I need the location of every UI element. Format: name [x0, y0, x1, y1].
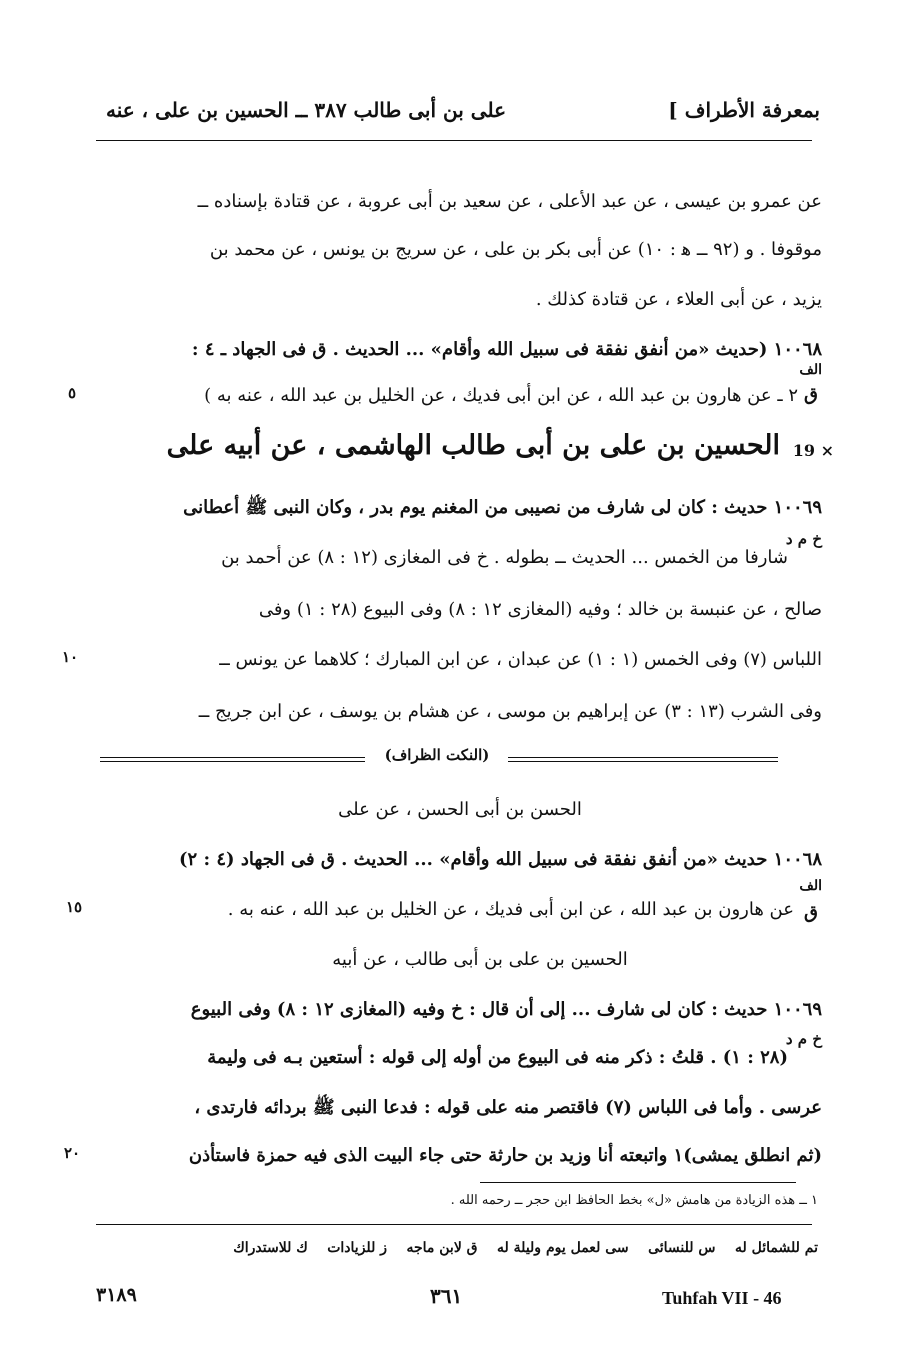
divider-rule — [100, 761, 365, 762]
entry-10069-line: ١٠٠٦٩ حديث : كان لى شارف من نصيبى من المغنم يوم بدر ، وكان النبى ﷺ أعطانى — [183, 497, 822, 518]
section-number: 19 × — [792, 441, 834, 460]
divider-rule — [508, 757, 778, 758]
footnote: ١ ــ هذه الزيادة من هامش «ل» بخط الحافظ ابن حجر ــ رحمه الله . — [450, 1193, 818, 1208]
entry-10069-line: صالح ، عن عنبسة بن خالد ؛ وفيه (المغازى ١٢ : ٨) وفى البيوع (٢٨ : ١) وفى — [258, 599, 822, 620]
running-header-right: بمعرفة الأطراف ] — [668, 98, 820, 122]
page-number: ٣٦١ — [430, 1284, 463, 1308]
header-rule — [96, 140, 812, 141]
line-number: ١٥ — [66, 898, 83, 916]
sigla-rule — [96, 1224, 812, 1225]
entry-10069-line: وفى الشرب (١٣ : ٣) عن إبراهيم بن موسى ، عن هشام بن يوسف ، عن ابن جريج ــ — [198, 701, 822, 722]
text-line: يزيد ، عن أبى العلاء ، عن قتادة كذلك . — [535, 289, 822, 310]
line-number: ٥ — [68, 384, 77, 402]
nukat-heading: الحسين بن على بن أبى طالب ، عن أبيه — [332, 949, 628, 970]
margin-siglum: الف — [799, 362, 822, 378]
entry-10068-line: ٢ ـ عن هارون بن عبد الله ، عن ابن أبى فديك ، عن الخليل بن عبد الله ، عنه به ) — [204, 385, 798, 406]
entry-10069-line: اللباس (٧) وفى الخمس (١ : ١) عن عبدان ، عن ابن المبارك ؛ كلاهما عن يونس ــ — [219, 649, 822, 670]
nukat-10069-line: ١٠٠٦٩ حديث : كان لى شارف ... إلى أن قال : خ وفيه (المغازى ١٢ : ٨) وفى البيوع — [190, 999, 822, 1020]
running-header-center: على بن أبى طالب ٣٨٧ ــ الحسين بن على ، عنه — [106, 98, 506, 122]
nukat-10068-line: عن هارون بن عبد الله ، عن ابن أبى فديك ، عن الخليل بن عبد الله ، عنه به . — [227, 899, 794, 920]
line-number: ٢٠ — [64, 1144, 81, 1162]
divider-rule — [100, 757, 365, 758]
entry-10069-line: شارفا من الخمس ... الحديث ــ بطوله . خ فى المغازى (١٢ : ٨) عن أحمد بن — [221, 547, 788, 568]
section-heading: الحسين بن على بن أبى طالب الهاشمى ، عن أبيه على — [166, 430, 780, 461]
footer-tuhfah: Tuhfah VII - 46 — [662, 1288, 782, 1308]
margin-siglum: ق — [804, 902, 818, 923]
sigla-bar: تم للشمائل له س للنسائى سى لعمل يوم وليلة له ق لابن ماجه ز للزيادات ك للاستدراك — [233, 1240, 818, 1256]
nukat-10068-line: ١٠٠٦٨ حديث «من أنفق نفقة فى سبيل الله وأقام» ... الحديث . ق فى الجهاد (٤ : ٢) — [178, 849, 822, 870]
text-line: موقوفا . و (٩٢ ــ ﻫ : ١٠) عن أبى بكر بن على ، عن سريج بن يونس ، عن محمد بن — [209, 239, 822, 260]
margin-siglum: الف — [799, 878, 822, 894]
nukat-10069-line: عرسى . وأما فى اللباس (٧) فاقتصر منه على قوله : فدعا النبى ﷺ بردائه فارتدى ، — [194, 1097, 822, 1118]
margin-siglum: ق — [804, 384, 818, 405]
margin-siglum: خ م د — [785, 1030, 822, 1048]
divider-rule — [508, 761, 778, 762]
text-line: عن عمرو بن عيسى ، عن عبد الأعلى ، عن سعيد بن أبى عروبة ، عن قتادة بإسناده ــ — [197, 191, 822, 212]
nukat-10069-line: (ثم انطلق يمشى)١ واتبعته أنا وزيد بن حارثة حتى جاء البيت الذى فيه حمزة فاستأذن — [188, 1145, 822, 1166]
footer-number: ٣١٨٩ — [96, 1284, 137, 1306]
nukat-10069-line: (٢٨ : ١) . قلتُ : ذكر منه فى البيوع من أوله إلى قوله : أستعين بـه فى وليمة — [207, 1047, 788, 1068]
margin-siglum: خ م د — [785, 530, 822, 548]
divider-label: (النكت الظراف) — [384, 746, 490, 764]
entry-10068-line: ١٠٠٦٨ (حديث «من أنفق نفقة فى سبيل الله وأقام» ... الحديث . ق فى الجهاد ـ ٤ : — [191, 339, 822, 360]
section-number-value: 19 — [792, 441, 816, 460]
line-number: ١٠ — [62, 648, 79, 666]
footnote-rule — [480, 1182, 796, 1183]
nukat-heading: الحسن بن أبى الحسن ، عن على — [338, 799, 582, 820]
